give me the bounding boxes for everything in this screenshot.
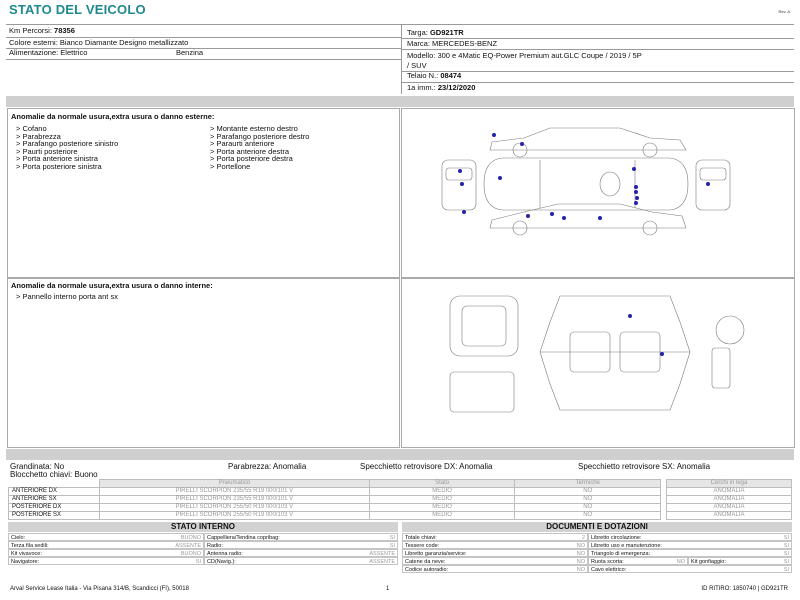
item-value: ASSENTE bbox=[369, 559, 395, 565]
registration-label: 1a imm.: bbox=[407, 83, 436, 92]
section-divider-bar bbox=[6, 96, 794, 107]
km-label: Km Percorsi: bbox=[9, 26, 52, 35]
rim-state: ANOMALIA bbox=[667, 488, 792, 496]
document-item bbox=[588, 533, 792, 541]
list-item: > Parabrezza bbox=[16, 131, 61, 141]
list-item: > Parafango posteriore sinistro bbox=[16, 139, 119, 149]
color-value: Bianco Diamante Designo metallizzato bbox=[59, 38, 189, 47]
item-value: NO bbox=[676, 559, 685, 565]
model-row bbox=[407, 51, 642, 61]
table-row bbox=[667, 496, 792, 504]
plate-value: GD921TR bbox=[429, 28, 464, 37]
model-value: 300 e 4Matic EQ-Power Premium aut.GLC Coupe / 2019 / 5P bbox=[437, 51, 642, 60]
brand-value: MERCEDES-BENZ bbox=[432, 39, 498, 48]
tyre-table bbox=[8, 479, 661, 520]
item-value: NO bbox=[576, 567, 585, 573]
rim-state: ANOMALIA bbox=[667, 504, 792, 512]
interior-item bbox=[8, 557, 204, 565]
tyre-position: POSTERIORE DX bbox=[9, 504, 100, 512]
fuel-value-2: Benzina bbox=[176, 48, 204, 57]
item-label: Terza fila sedili: bbox=[11, 543, 49, 549]
table-row bbox=[9, 488, 661, 496]
list-item: > Porta anteriore destra bbox=[210, 146, 290, 156]
item-label: Tessere code: bbox=[405, 543, 440, 549]
document-item bbox=[402, 557, 588, 565]
item-label: Ruota scorta: bbox=[591, 559, 624, 565]
interior-item bbox=[204, 541, 398, 549]
model-label: Modello: bbox=[407, 51, 436, 60]
fuel-row bbox=[9, 48, 87, 58]
item-value: BUONO bbox=[180, 535, 201, 541]
external-damage-list-2 bbox=[210, 125, 309, 171]
item-label: Libretto garanzia/service: bbox=[405, 551, 467, 557]
external-damage-list-1 bbox=[16, 125, 118, 171]
table-row bbox=[9, 512, 661, 520]
color-label: Colore esterni: bbox=[9, 38, 58, 47]
tyre-position: ANTERIORE DX bbox=[9, 488, 100, 496]
column-header: Pneumatico bbox=[99, 480, 369, 488]
list-item: > Paraurti anteriore bbox=[210, 139, 275, 149]
item-value: ASSENTE bbox=[175, 543, 201, 549]
rim-state: ANOMALIA bbox=[667, 496, 792, 504]
interior-item bbox=[204, 533, 398, 541]
item-label: Triangolo di emergenza: bbox=[591, 551, 651, 557]
interior-item bbox=[204, 557, 398, 565]
km-row bbox=[9, 26, 75, 36]
item-value: SI bbox=[389, 543, 395, 549]
item-value: 2 bbox=[581, 535, 585, 541]
internal-damage-list bbox=[16, 293, 118, 301]
item-value: BUONO bbox=[180, 551, 201, 557]
document-item bbox=[402, 549, 588, 557]
document-item bbox=[402, 533, 588, 541]
table-row bbox=[9, 504, 661, 512]
tyre-state: MEDIO bbox=[369, 512, 515, 520]
document-item bbox=[588, 565, 792, 573]
tyre-state: MEDIO bbox=[369, 504, 515, 512]
item-label: Cielo: bbox=[11, 535, 26, 541]
km-value: 78356 bbox=[54, 26, 75, 35]
internal-damage-title: Anomalie da normale usura,extra usura o danno interne: bbox=[11, 281, 213, 290]
documents-title: DOCUMENTI E DOTAZIONI bbox=[402, 522, 792, 532]
item-label: Libretto circolazione: bbox=[591, 535, 642, 541]
footer-company: Arval Service Lease Italia - Via Pisana 314/B, Scandicci (FI), 50018 bbox=[10, 586, 189, 592]
tyre-model: PIRELLI SCORPION 235/55 R19 000/101 V bbox=[99, 488, 369, 496]
registration-row bbox=[407, 83, 475, 93]
column-header: Cerchi in lega bbox=[667, 480, 792, 488]
tyre-winter: NO bbox=[515, 504, 661, 512]
external-damage-title: Anomalie da normale usura,extra usura o danno esterne: bbox=[11, 112, 215, 121]
keys-status: Blocchetto chiavi: Buono bbox=[10, 470, 98, 479]
item-label: Cappelliera/Tendina copribag: bbox=[207, 535, 280, 541]
tyre-winter: NO bbox=[515, 488, 661, 496]
interior-item bbox=[8, 541, 204, 549]
tyre-position: ANTERIORE SX bbox=[9, 496, 100, 504]
item-label: Kit gonfiaggio: bbox=[691, 559, 726, 565]
list-item: > Cofano bbox=[16, 124, 47, 133]
item-value: SI bbox=[783, 551, 789, 557]
tyre-state: MEDIO bbox=[369, 488, 515, 496]
list-item: > Montante esterno destro bbox=[210, 124, 298, 133]
internal-damage-panel bbox=[7, 278, 400, 448]
mirror-dx-status: Specchietto retrovisore DX: Anomalia bbox=[360, 462, 493, 471]
document-item bbox=[688, 557, 792, 565]
interior-item bbox=[204, 549, 398, 557]
table-header-row bbox=[667, 480, 792, 488]
tyre-winter: NO bbox=[515, 512, 661, 520]
plate-row bbox=[407, 28, 464, 38]
item-value: SI bbox=[195, 559, 201, 565]
frame-label: Telaio N.: bbox=[407, 71, 439, 80]
item-label: Kit vivavoce: bbox=[11, 551, 42, 557]
interior-car-diagram bbox=[440, 292, 770, 414]
tyre-model: PIRELLI SCORPION 235/55 R19 000/101 V bbox=[99, 496, 369, 504]
model-value-2: / SUV bbox=[407, 61, 427, 70]
document-item bbox=[588, 549, 792, 557]
brand-label: Marca: bbox=[407, 39, 430, 48]
document-item bbox=[402, 541, 588, 549]
item-label: Libretto uso e manutenzione: bbox=[591, 543, 662, 549]
item-label: Cavo elettrico: bbox=[591, 567, 627, 573]
item-value: SI bbox=[783, 543, 789, 549]
fuel-label: Alimentazione: bbox=[9, 48, 59, 57]
interior-state-title: STATO INTERNO bbox=[8, 522, 398, 532]
tyre-winter: NO bbox=[515, 496, 661, 504]
windshield-status: Parabrezza: Anomalia bbox=[228, 462, 307, 471]
frame-value: 08474 bbox=[440, 71, 462, 80]
registration-value: 23/12/2020 bbox=[437, 83, 476, 92]
item-label: Totale chiavi: bbox=[405, 535, 437, 541]
rim-state: ANOMALIA bbox=[667, 512, 792, 520]
table-row bbox=[667, 488, 792, 496]
item-value: SI bbox=[389, 535, 395, 541]
tyre-model: PIRELLI SCORPION 255/50 R19 000/103 V bbox=[99, 504, 369, 512]
table-row bbox=[9, 496, 661, 504]
interior-item bbox=[8, 549, 204, 557]
rim-table bbox=[666, 479, 792, 520]
item-value: NO bbox=[576, 559, 585, 565]
interior-item bbox=[8, 533, 204, 541]
item-value: NO bbox=[576, 551, 585, 557]
plate-label: Targa: bbox=[407, 28, 428, 37]
item-label: CD(Navig.): bbox=[207, 559, 236, 565]
list-item: > Paurti posteriore bbox=[16, 146, 78, 156]
page-title: STATO DEL VEICOLO bbox=[9, 2, 146, 17]
exterior-car-diagram bbox=[440, 124, 740, 244]
item-value: NO bbox=[576, 543, 585, 549]
table-row bbox=[667, 504, 792, 512]
tyre-state: MEDIO bbox=[369, 496, 515, 504]
item-value: SI bbox=[783, 567, 789, 573]
mirror-sx-status: Specchietto retrovisore SX: Anomalia bbox=[578, 462, 711, 471]
item-label: Navigatore: bbox=[11, 559, 40, 565]
empty-header-cell bbox=[9, 480, 100, 488]
list-item: > Porta anteriore sinistra bbox=[16, 154, 98, 164]
tyre-model: PIRELLI SCORPION 255/50 R19 000/103 V bbox=[99, 512, 369, 520]
footer-id: ID RITIRO: 1850740 | GD921TR bbox=[701, 586, 788, 592]
item-value: ASSENTE bbox=[369, 551, 395, 557]
item-label: Catene da neve: bbox=[405, 559, 446, 565]
fuel-value-1: Elettrico bbox=[60, 48, 88, 57]
document-item bbox=[402, 565, 588, 573]
table-header-row bbox=[9, 480, 661, 488]
item-value: SI bbox=[783, 559, 789, 565]
document-item bbox=[588, 541, 792, 549]
column-header: Stato bbox=[369, 480, 515, 488]
column-header: Termiche bbox=[515, 480, 661, 488]
list-item: > Pannello interno porta ant sx bbox=[16, 292, 118, 301]
item-label: Antenna radio: bbox=[207, 551, 243, 557]
list-item: > Porta posteriore sinistra bbox=[16, 161, 102, 171]
item-label: Radio: bbox=[207, 543, 223, 549]
color-row bbox=[9, 38, 188, 48]
page-number: 1 bbox=[386, 586, 390, 592]
list-item: > Portellone bbox=[210, 161, 251, 171]
revision-label: Rev. A bbox=[778, 9, 790, 14]
item-label: Codice autoradio: bbox=[405, 567, 449, 573]
item-value: SI bbox=[783, 535, 789, 541]
tyre-position: POSTERIORE SX bbox=[9, 512, 100, 520]
table-row bbox=[667, 512, 792, 520]
brand-row bbox=[407, 39, 497, 49]
section-divider-bar bbox=[6, 449, 794, 460]
frame-row bbox=[407, 71, 461, 81]
hail-status: Grandinata: No bbox=[10, 462, 65, 471]
list-item: > Porta posteriore destra bbox=[210, 154, 293, 164]
document-item bbox=[588, 557, 688, 565]
list-item: > Parafango posteriore destro bbox=[210, 131, 310, 141]
